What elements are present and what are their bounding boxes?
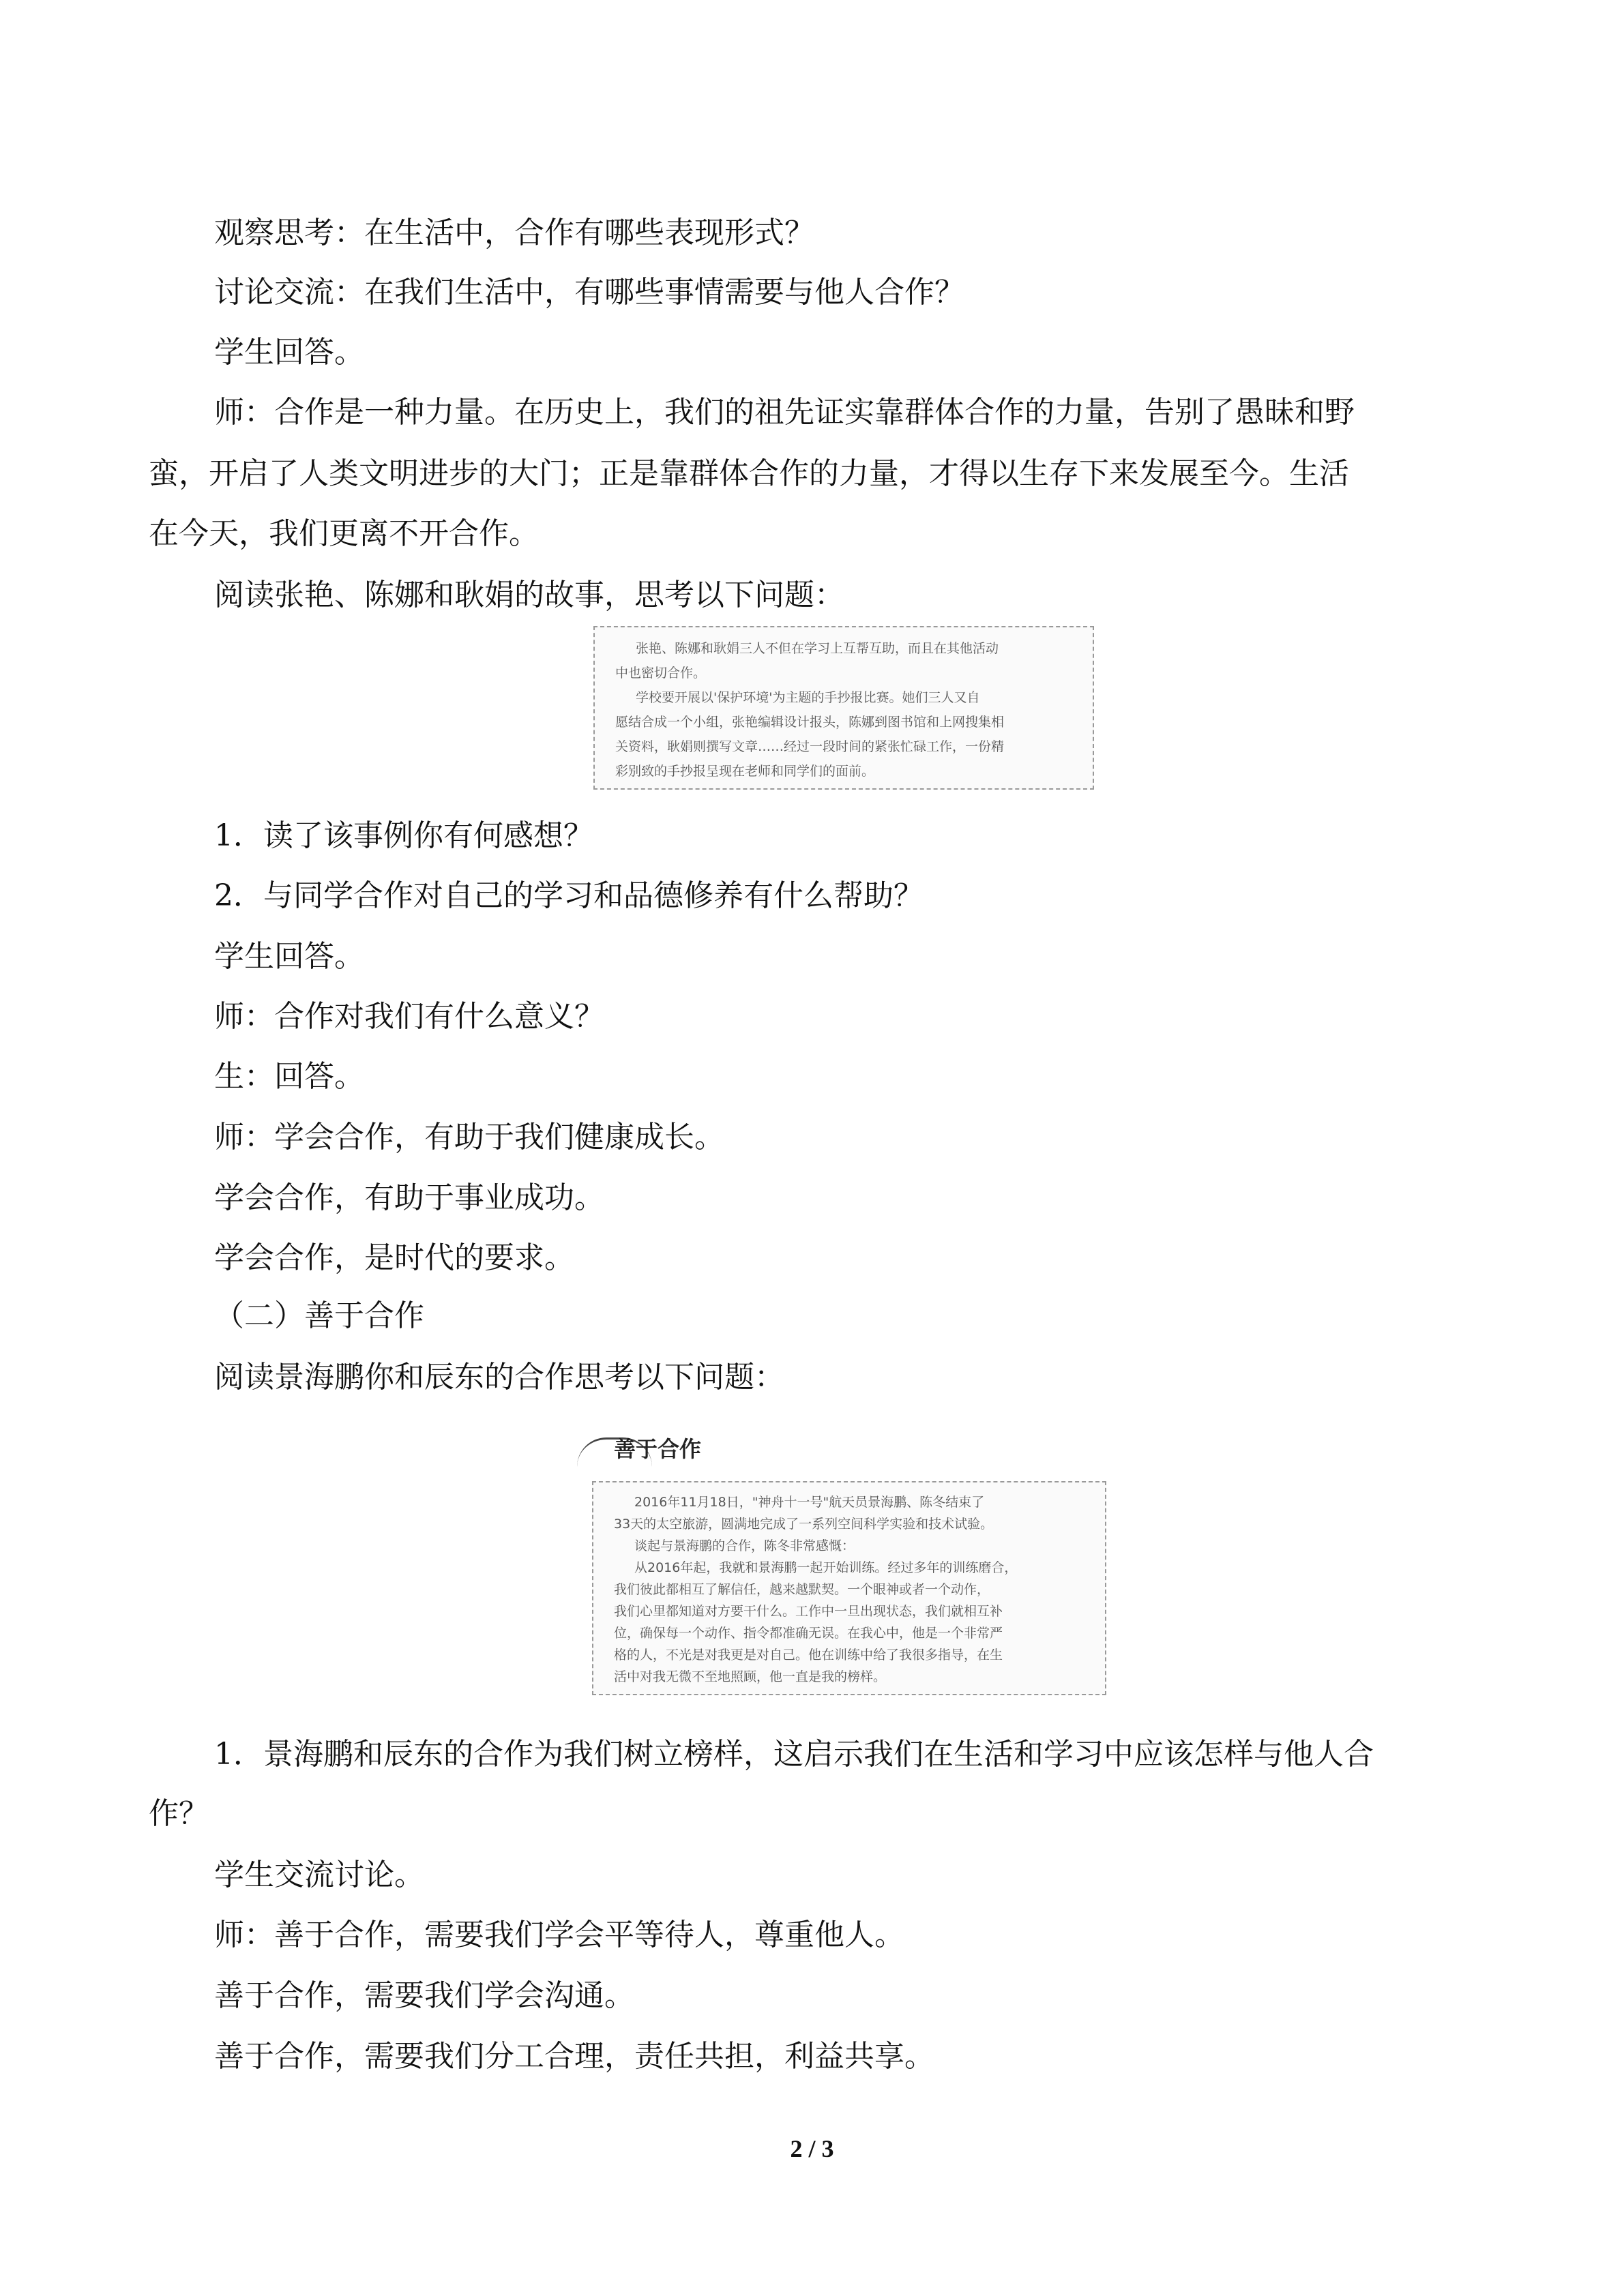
scan2-line: 我们心里都知道对方要干什么。工作中一旦出现状态，我们就相互补: [614, 1604, 1003, 1619]
paragraph-teacher-1b: 蛮，开启了人类文明进步的大门；正是靠群体合作的力量，才得以生存下来发展至今。生活: [149, 456, 1349, 491]
paragraph-teacher-4: 师：善于合作，需要我们学会平等待人，尊重他人。: [214, 1918, 904, 1952]
jing-scan-image: [592, 1481, 1106, 1695]
paragraph-student-answer-2: 学生回答。: [214, 939, 364, 974]
question-3a: 1．景海鹏和辰东的合作为我们树立榜样，这启示我们在生活和学习中应该怎样与他人合: [214, 1737, 1374, 1772]
scan1-line: 张艳、陈娜和耿娟三人不但在学习上互帮互助，而且在其他活动: [636, 641, 999, 656]
scan1-line: 学校要开展以'保护环境'为主题的手抄报比赛。她们三人又自: [636, 690, 980, 705]
paragraph-discussion: 学生交流讨论。: [214, 1858, 424, 1892]
scan2-line: 我们彼此都相互了解信任，越来越默契。一个眼神或者一个动作，: [614, 1582, 990, 1597]
scan2-line: 从2016年起，我就和景海鹏一起开始训练。经过多年的训练磨合，: [634, 1560, 1018, 1575]
paragraph-learn-1: 学会合作，有助于事业成功。: [214, 1180, 604, 1215]
scan1-line: 愿结合成一个小组，张艳编辑设计报头，陈娜到图书馆和上网搜集相: [615, 715, 1005, 730]
scan2-line: 2016年11月18日，"神舟十一号"航天员景海鹏、陈冬结束了: [634, 1495, 985, 1510]
scan2-line: 谈起与景海鹏的合作，陈冬非常感慨：: [634, 1538, 855, 1553]
page-number: 2 / 3: [790, 2135, 834, 2162]
scan1-line: 彩别致的手抄报呈现在老师和同学们的面前。: [615, 764, 875, 779]
paragraph-observe: 观察思考：在生活中，合作有哪些表现形式？: [214, 215, 814, 250]
paragraph-read-story: 阅读张艳、陈娜和耿娟的故事，思考以下问题：: [214, 578, 844, 612]
paragraph-good-2: 善于合作，需要我们分工合理，责任共担，利益共享。: [214, 2039, 934, 2074]
scan2-line: 33天的太空旅游，圆满地完成了一系列空间科学实验和技术试验。: [614, 1517, 994, 1532]
scan2-line: 活中对我无微不至地照顾，他一直是我的榜样。: [614, 1669, 887, 1684]
paragraph-learn-2: 学会合作，是时代的要求。: [214, 1240, 574, 1275]
story-scan-image: [593, 626, 1094, 790]
scan2-line: 位，确保每一个动作、指令都准确无误。在我心中，他是一个非常严: [614, 1626, 1003, 1641]
question-2: 2．与同学合作对自己的学习和品德修养有什么帮助？: [214, 878, 924, 913]
question-1: 1．读了该事例你有何感想？: [214, 818, 593, 853]
paragraph-teacher-2: 师：合作对我们有什么意义？: [214, 999, 604, 1034]
scan1-line: 中也密切合作。: [615, 666, 707, 681]
paragraph-read-jing: 阅读景海鹏你和辰东的合作思考以下问题：: [214, 1360, 784, 1395]
paragraph-teacher-3: 师：学会合作，有助于我们健康成长。: [214, 1120, 724, 1154]
paragraph-student-3: 生：回答。: [214, 1059, 364, 1094]
paragraph-student-answer-1: 学生回答。: [214, 335, 364, 370]
scan2-title: 善于合作: [614, 1436, 702, 1462]
paragraph-good-1: 善于合作，需要我们学会沟通。: [214, 1978, 634, 2013]
section-heading: （二）善于合作: [214, 1298, 424, 1333]
paragraph-discuss: 讨论交流：在我们生活中，有哪些事情需要与他人合作？: [214, 275, 964, 310]
scan2-line: 格的人，不光是对我更是对自己。他在训练中给了我很多指导，在生: [614, 1648, 1003, 1663]
paragraph-teacher-1a: 师：合作是一种力量。在历史上，我们的祖先证实靠群体合作的力量，告别了愚昧和野: [214, 395, 1355, 430]
paragraph-teacher-1c: 在今天，我们更离不开合作。: [149, 516, 539, 551]
question-3b: 作？: [149, 1796, 209, 1831]
scan1-line: 关资料，耿娟则撰写文章……经过一段时间的紧张忙碌工作，一份精: [615, 739, 1005, 754]
